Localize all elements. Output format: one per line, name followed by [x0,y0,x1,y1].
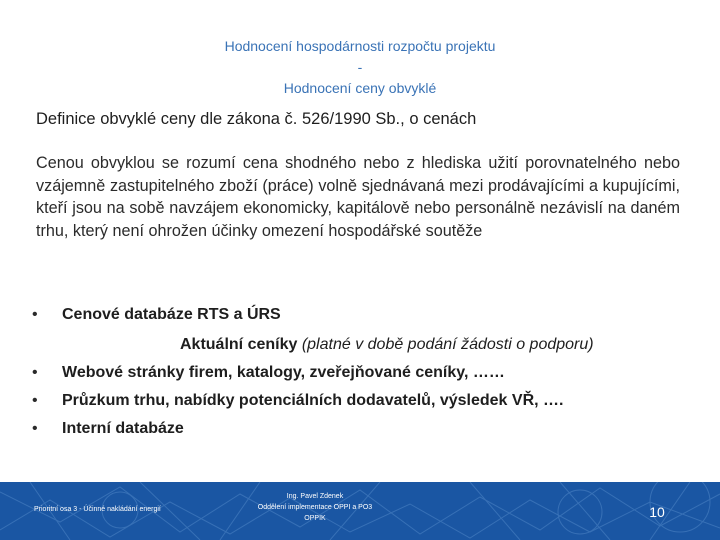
bullet-sub-item [180,336,594,354]
header-title: Hodnocení hospodárnosti rozpočtu projektu [224,38,496,54]
header-separator: - [357,59,363,75]
bullet-text: Webové stránky firem, katalogy, zveřejňované ceníky, …… [62,364,505,381]
bullet-icon: • [32,306,38,323]
page-number: 10 [649,504,665,520]
bullet-icon: • [32,364,38,381]
section-heading: Definice obvyklé ceny dle zákona č. 526/1990 Sb., o cenách [36,110,477,128]
bullet-item-market-survey [30,392,563,410]
footer-contact-program: OPPIK [304,515,326,522]
footer-contact [200,491,430,524]
bullet-item-rts-urs [30,306,281,324]
footer-program-text: Prioritní osa 3 - Účinné nakládání energií [34,506,161,513]
slide-footer [0,482,720,540]
bullet-text: Průzkum trhu, nabídky potenciálních dodavatelů, výsledek VŘ, …. [62,392,564,409]
slide-header [0,36,720,99]
bullet-icon: • [32,392,38,409]
bullet-text: Cenové databáze RTS a ÚRS [62,306,281,323]
bullet-text: Interní databáze [62,420,184,437]
footer-contact-department: Oddělení implementace OPPI a PO3 [257,504,373,511]
definition-paragraph: Cenou obvyklou se rozumí cena shodného nebo z hlediska užití porovnatelného nebo vzájemně zastupitelného zboží (práce) volně sjednávaná mezi prodávajícími a kupujícími, kteří jsou na sobě navzájem ekonomicky, kapitálově nebo personálně nezávislí na daném trhu, který není ohrožen účinky omezení hospodářské soutěže [36,154,680,240]
footer-contact-name: Ing. Pavel Zdenek [286,493,344,500]
bullet-item-internal-db [30,420,184,438]
sub-item-note: (platné v době podání žádosti o podporu) [301,336,594,353]
bullet-item-websites [30,364,505,382]
sub-item-strong: Aktuální ceníky [180,336,302,353]
bullet-icon: • [32,420,38,437]
header-subtitle: Hodnocení ceny obvyklé [283,80,437,96]
